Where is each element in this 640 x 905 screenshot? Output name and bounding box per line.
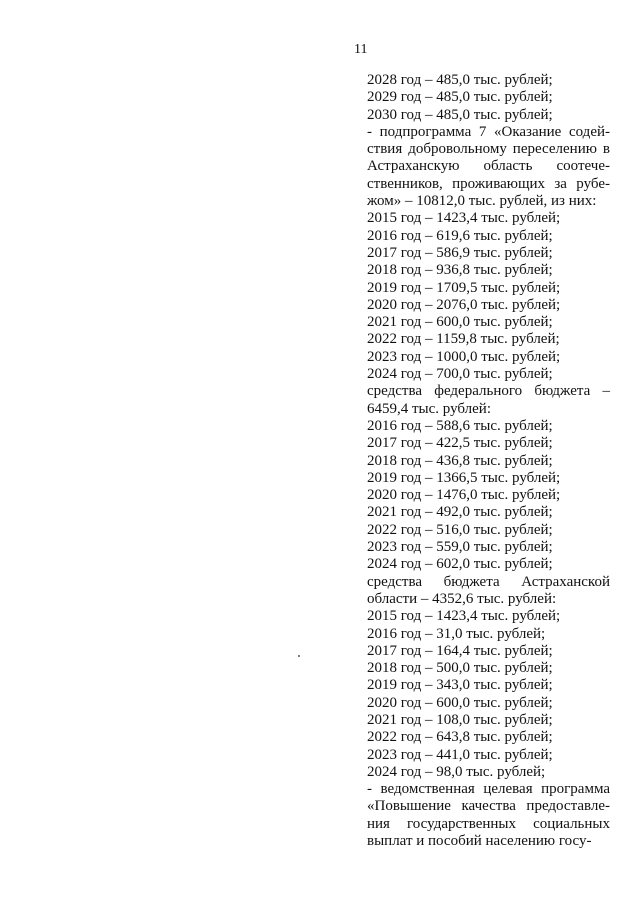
text-line: 2020 год – 600,0 тыс. рублей;	[367, 694, 553, 711]
text-line: 2028 год – 485,0 тыс. рублей;	[367, 72, 553, 88]
text-line: 2016 год – 619,6 тыс. рублей;	[367, 227, 553, 244]
text-line: 2020 год – 2076,0 тыс. рублей;	[367, 296, 561, 313]
text-line: 2029 год – 485,0 тыс. рублей;	[367, 89, 553, 106]
text-line: 2018 год – 500,0 тыс. рублей;	[367, 660, 553, 677]
text-line: 2021 год – 600,0 тыс. рублей;	[367, 314, 553, 331]
text-line: 2015 год – 1423,4 тыс. рублей;	[367, 210, 561, 227]
text-line: 2016 год – 588,6 тыс. рублей;	[367, 417, 553, 434]
text-line: 2018 год – 936,8 тыс. рублей;	[367, 262, 553, 279]
text-line: 2030 год – 485,0 тыс. рублей;	[367, 106, 553, 123]
text-line: 2024 год – 98,0 тыс. рублей;	[367, 763, 546, 780]
text-line: 2022 год – 516,0 тыс. рублей;	[367, 521, 553, 538]
text-line: 2022 год – 643,8 тыс. рублей;	[367, 729, 553, 746]
page-number: 11	[354, 42, 368, 57]
scan-speck	[298, 655, 300, 657]
text-line: 2023 год – 559,0 тыс. рублей;	[367, 539, 553, 556]
text-paragraph: средства бюджета Астраханской области – 4352,6 тыс. рублей:	[367, 573, 610, 607]
text-line: 2024 год – 602,0 тыс. рублей;	[367, 556, 553, 573]
text-line: 2021 год – 108,0 тыс. рублей;	[367, 711, 553, 728]
text-column	[367, 72, 610, 850]
text-line: 2018 год – 436,8 тыс. рублей;	[367, 452, 553, 469]
text-line: 2023 год – 441,0 тыс. рублей;	[367, 746, 553, 763]
text-line: 2019 год – 343,0 тыс. рублей;	[367, 677, 553, 694]
text-line: 2016 год – 31,0 тыс. рублей;	[367, 625, 546, 642]
text-line: 2023 год – 1000,0 тыс. рублей;	[367, 348, 561, 365]
text-line: 2019 год – 1366,5 тыс. рублей;	[367, 469, 561, 486]
text-paragraph: средства федерального бюджета – 6459,4 тыс. рублей:	[367, 383, 610, 417]
text-line: 2024 год – 700,0 тыс. рублей;	[367, 366, 553, 383]
text-line: 2015 год – 1423,4 тыс. рублей;	[367, 608, 561, 625]
text-paragraph: - ведомственная целевая программа «Повышение качества предоставле-ния государственных социальных выплат и пособий населению госу-	[367, 781, 610, 850]
text-line: 2020 год – 1476,0 тыс. рублей;	[367, 487, 561, 504]
text-paragraph: - подпрограмма 7 «Оказание содей-ствия добровольному переселению в Астраханскую область соотече-ственников, проживающих за рубе-жом» – 10812,0 тыс. рублей, из них:	[367, 123, 610, 210]
text-line: 2017 год – 422,5 тыс. рублей;	[367, 435, 553, 452]
text-line: 2017 год – 586,9 тыс. рублей;	[367, 244, 553, 261]
text-line: 2022 год – 1159,8 тыс. рублей;	[367, 331, 560, 348]
text-line: 2017 год – 164,4 тыс. рублей;	[367, 642, 553, 659]
text-line: 2019 год – 1709,5 тыс. рублей;	[367, 279, 561, 296]
text-line: 2021 год – 492,0 тыс. рублей;	[367, 504, 553, 521]
